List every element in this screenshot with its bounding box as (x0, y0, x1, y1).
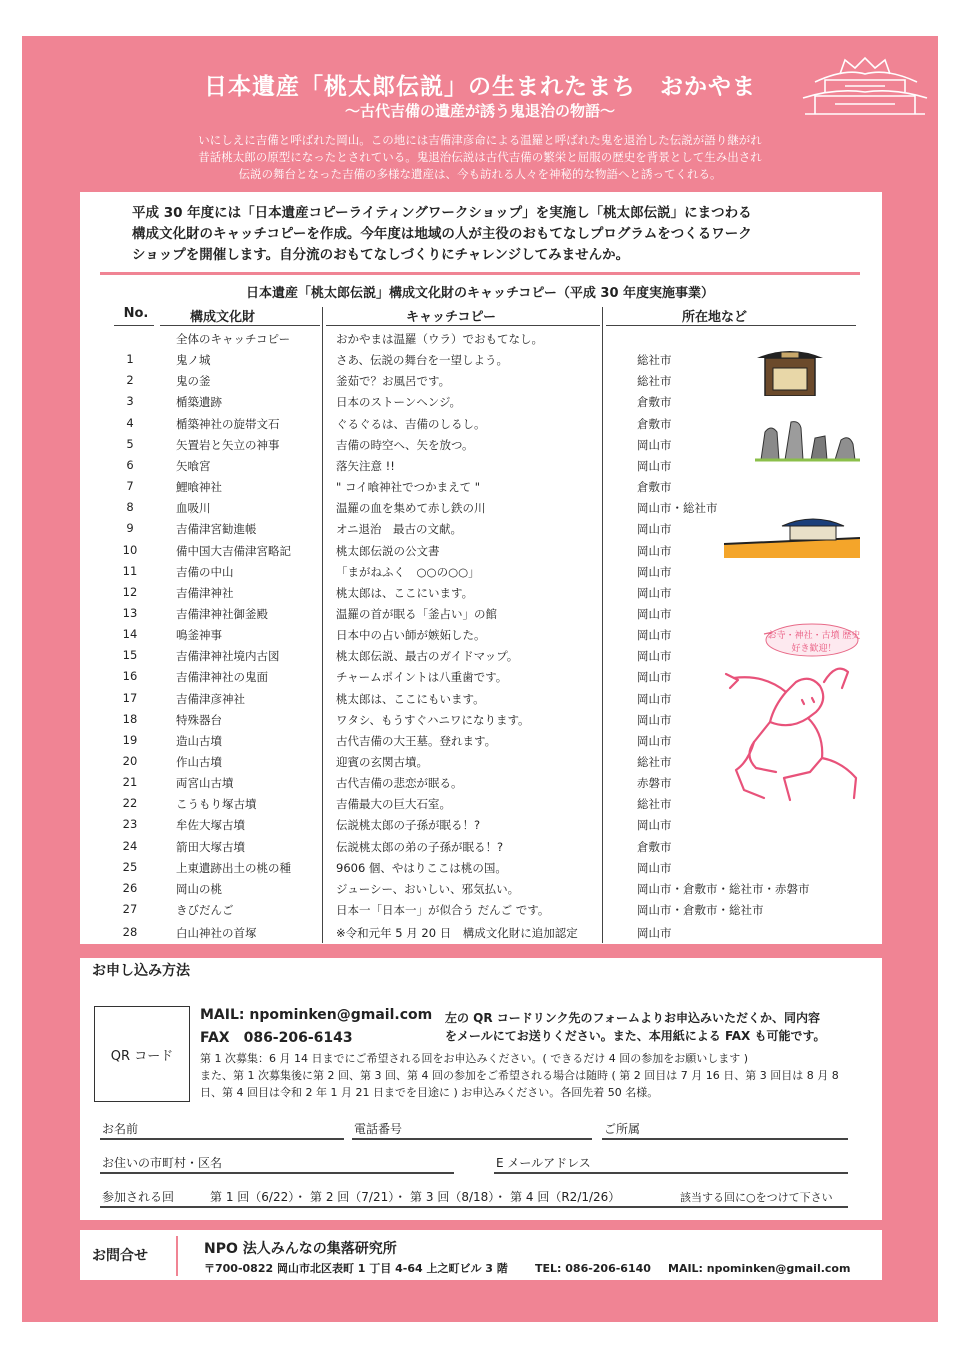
cell-name: 備中国大吉備津宮略記 (176, 543, 291, 558)
field-phone-label: 電話番号 (354, 1122, 403, 1136)
cell-no: 13 (122, 605, 138, 620)
cell-copy: 釜茹で？お風呂です。 (336, 374, 451, 389)
field-attend-label: 参加される回 (102, 1190, 175, 1204)
cell-location: 岡山市 (637, 606, 672, 621)
cell-copy: 古代吉備の大王墓。登れます。 (336, 733, 497, 748)
cell-location: 倉敷市 (637, 416, 672, 431)
cell-location: 岡山市 (637, 860, 672, 875)
cell-location: 岡山市 (637, 649, 672, 664)
cell-copy: ぐるぐるは、吉備のしるし。 (336, 416, 486, 431)
cell-location: 岡山市 (637, 712, 672, 727)
field-affiliation-label: ご所属 (604, 1122, 641, 1136)
cell-location: 岡山市 (637, 670, 672, 685)
field-city-line[interactable] (100, 1172, 454, 1174)
cell-copy: 桃太郎は、ここにいます。 (336, 585, 474, 600)
cell-name: 吉備津神社の鬼面 (176, 670, 268, 685)
field-affiliation-line[interactable] (602, 1138, 848, 1140)
cell-copy: 伝説桃太郎の子孫が眠る！? (336, 818, 481, 833)
rounds-note (200, 1050, 839, 1101)
page-subtitle: 〜古代吉備の遺産が誘う鬼退治の物語〜 (344, 102, 615, 120)
cell-copy: 日本のストーンヘンジ。 (336, 395, 462, 410)
cell-no: 22 (122, 796, 138, 811)
qr-label: QR コード (110, 1048, 174, 1064)
table-title: 日本遺産「桃太郎伝説」構成文化財のキャッチコピー（平成 30 年度実施事業） (245, 286, 715, 301)
cell-no: 24 (122, 838, 138, 853)
cell-copy: 日本中の占い師が嫉妬した。 (336, 628, 486, 643)
intro-line: 昔話桃太郎の原型になったとされている。鬼退治伝説は古代吉備の繁栄と屈服の歴史を背景として生み出され (198, 150, 762, 164)
cell-copy: 迎賓の玄関古墳。 (336, 755, 428, 769)
table-row (0, 902, 960, 923)
col-header-copy: キャッチコピー (406, 310, 496, 325)
cell-copy: ジューシー、おいしい、邪気払い。 (336, 881, 520, 896)
cell-copy: オニ退治 最古の文献。 (336, 522, 463, 537)
table-row (0, 564, 960, 585)
cell-location: 岡山市 (637, 522, 672, 537)
contact-divider (176, 1236, 178, 1276)
field-email-label: E メールアドレス (496, 1156, 591, 1170)
contact-address: 〒700-0822 岡山市北区表町 1 丁目 4-64 上之町ビル 3 階 (204, 1262, 508, 1275)
cell-name: こうもり塚古墳 (176, 797, 257, 812)
rounds-note-line: 日、第 4 回目は令和 2 年 1 月 21 日までを目途に ) お申込みください。各回先着 50 名様。 (200, 1086, 659, 1099)
cell-location: 赤磐市 (637, 776, 672, 791)
apply-note-line: 左の QR コードリンク先のフォームよりお申込みいただくか、同内容 (445, 1011, 820, 1025)
cell-name: 鬼の釜 (176, 374, 211, 389)
contact-org: NPO 法人みんなの集落研究所 (204, 1241, 397, 1257)
header-underline (326, 325, 600, 326)
table-row (0, 479, 960, 500)
cell-location: 総社市 (637, 797, 672, 812)
cell-location: 岡山市・倉敷市・総社市・赤磐市 (637, 881, 810, 896)
col-header-name: 構成文化財 (190, 310, 256, 325)
cell-copy: 落矢注意 !! (336, 458, 395, 473)
cell-copy: 古代吉備の悲恋が眠る。 (336, 776, 463, 791)
rounds-note-line: また、第 1 次募集後に第 2 回、第 3 回、第 4 回の参加をご希望される場合は随時 ( 第 2 回目は 7 月 16 日、第 3 回目は 8 月 8 (200, 1069, 839, 1082)
cell-name: 鬼ノ城 (176, 353, 211, 368)
cell-location: 岡山市 (637, 437, 672, 452)
cell-location: 岡山市 (637, 564, 672, 579)
cell-name: きびだんご (176, 903, 234, 918)
cell-name: 上東遺跡出土の桃の種 (176, 860, 291, 875)
table-row (0, 860, 960, 881)
cell-copy: 日本一「日本一」が似合う だんご です。 (336, 903, 550, 918)
cell-name: 牟佐大塚古墳 (176, 818, 245, 833)
table-row (0, 925, 960, 946)
cell-name: 矢置岩と矢立の神事 (176, 437, 280, 452)
field-attend-line (100, 1206, 848, 1208)
contact-mail[interactable]: MAIL: npominken@gmail.com (668, 1262, 851, 1275)
cell-copy: 吉備最大の巨大石室。 (336, 797, 451, 812)
cell-location: 総社市 (637, 374, 672, 389)
cell-no: 20 (122, 754, 138, 768)
rounds-options[interactable]: 第 1 回（6/22）・ 第 2 回（7/21）・ 第 3 回（8/18）・ 第 4 回（R2/1/26） (210, 1190, 621, 1204)
cell-no: 4 (126, 415, 134, 430)
cell-copy: " コイ喰神社でつかまえて " (336, 480, 481, 495)
apply-mail[interactable]: MAIL: npominken@gmail.com (200, 1007, 433, 1023)
cell-name: 作山古墳 (176, 755, 222, 769)
header-underline (160, 325, 320, 326)
cell-no: 7 (126, 479, 134, 494)
cell-location: 倉敷市 (637, 395, 672, 410)
cell-no: 26 (122, 880, 138, 895)
contact-label: お問合せ (92, 1248, 148, 1264)
cell-name: 吉備津彦神社 (176, 691, 245, 706)
cell-copy: 温羅の首が眠る「釜占い」の館 (336, 606, 497, 621)
gate-icon (755, 344, 825, 396)
cell-no: 8 (126, 500, 134, 515)
intro-line: 伝説の舞台となった吉備の多様な遺産は、今も訪れる人々を神秘的な物語へと誘ってくれる。 (238, 167, 722, 181)
cell-no: 6 (126, 457, 134, 472)
cell-copy: 伝説桃太郎の弟の子孫が眠る！? (336, 839, 504, 854)
cell-name: 造山古墳 (176, 733, 222, 748)
table-row (0, 585, 960, 606)
cell-name: 鳴釜神事 (176, 628, 222, 643)
cell-copy: おかやまは温羅（ウラ）でおもてなし。 (336, 332, 543, 346)
cell-no: 10 (122, 542, 138, 557)
cell-name: 全体のキャッチコピー (176, 332, 291, 346)
cell-name: 楯築遺跡 (176, 395, 222, 410)
cell-copy: 桃太郎伝説、最古のガイドマップ。 (336, 649, 519, 664)
standing-stones-icon (755, 420, 860, 462)
intro-line: いにしえに吉備と呼ばれた岡山。この地には吉備津彦命による温羅と呼ばれた鬼を退治した伝説が語り継がれ (198, 133, 762, 147)
cell-location: 総社市 (637, 755, 672, 769)
cell-no: 1 (126, 352, 134, 367)
field-email-line[interactable] (494, 1172, 848, 1174)
table-row (0, 839, 960, 860)
cell-no: 2 (126, 373, 134, 388)
cell-copy: さあ、伝説の舞台を一望しよう。 (336, 353, 509, 368)
table-row (0, 881, 960, 902)
cell-name: 矢喰宮 (176, 458, 211, 473)
cell-name: 吉備津神社 (176, 585, 234, 600)
cell-no: 23 (122, 817, 138, 832)
cell-name: 両宮山古墳 (176, 776, 234, 791)
cell-location: 倉敷市 (637, 839, 672, 854)
header-underline (114, 325, 154, 326)
cell-copy: 吉備の時空へ、矢を放つ。 (336, 437, 474, 452)
cell-copy: 9606 個、やはりここは桃の国。 (336, 860, 507, 875)
cell-no: 16 (122, 669, 138, 684)
cell-copy: 「まがねふく ○○の○○」 (336, 564, 480, 579)
cell-name: 吉備津神社御釜殿 (176, 606, 268, 621)
divider (100, 272, 860, 275)
cell-location: 岡山市 (637, 585, 672, 600)
cell-location: 岡山市・総社市 (637, 501, 718, 516)
field-phone-line[interactable] (352, 1138, 592, 1140)
cell-copy: ※令和元年 5 月 20 日 構成文化財に追加認定 (336, 926, 578, 941)
apply-note-line: をメールにてお送りください。また、本用紙による FAX も可能です。 (445, 1029, 826, 1043)
intro-text (90, 132, 870, 183)
col-header-no: No. (123, 306, 149, 321)
cell-name: 吉備津神社境内古図 (176, 649, 280, 664)
cell-no: 3 (126, 394, 134, 409)
lead-line: 構成文化財のキャッチコピーを作成。今年度は地域の人が主役のおもてなしプログラムをつくるワーク (132, 226, 752, 242)
cell-location: 総社市 (637, 353, 672, 368)
cell-no: 11 (122, 563, 138, 578)
cell-no: 9 (126, 521, 134, 536)
cell-copy: ワタシ、もうすぐハニワになります。 (336, 712, 530, 727)
field-city-label: お住いの市町村・区名 (102, 1156, 223, 1170)
header-underline (606, 325, 856, 326)
qr-code[interactable] (94, 1006, 190, 1102)
cell-no: 5 (126, 436, 134, 451)
field-name-label: お名前 (102, 1122, 139, 1136)
cell-name: 鯉喰神社 (176, 480, 222, 495)
rounds-note-line: 第 1 次募集：6 月 14 日までにご希望される回をお申込みください。( できるだけ 4 回の参加をお願いします ) (200, 1052, 749, 1065)
cell-location: 岡山市 (637, 628, 672, 643)
table-row (0, 817, 960, 838)
cell-no: 27 (122, 902, 138, 917)
shrine-corridor-icon (724, 514, 860, 558)
cell-copy: 温羅の血を集めて赤し鉄の川 (336, 501, 486, 516)
cell-name: 特殊器台 (176, 712, 222, 727)
cell-name: 楯築神社の旋帯文石 (176, 416, 280, 431)
cell-no: 14 (122, 627, 138, 642)
cell-no: 15 (122, 648, 138, 663)
cell-name: 箭田大塚古墳 (176, 839, 245, 854)
cell-copy: 桃太郎は、ここにもいます。 (336, 691, 485, 706)
rounds-hint: 該当する回に○をつけて下さい (680, 1191, 833, 1204)
apply-fax: FAX 086-206-6143 (200, 1030, 353, 1046)
col-header-location: 所在地など (682, 310, 748, 325)
cell-copy: チャームポイントは八重歯です。 (336, 670, 508, 685)
cell-location: 岡山市 (637, 733, 672, 748)
cell-name: 吉備津宮勧進帳 (176, 522, 257, 537)
cell-no: 17 (122, 690, 138, 705)
cell-no: 18 (122, 711, 138, 726)
cell-name: 岡山の桃 (176, 881, 222, 896)
cell-copy: 桃太郎伝説の公文書 (336, 543, 440, 558)
lead-line: 平成 30 年度には「日本遺産コピーライティングワークショップ」を実施し「桃太郎伝説」にまつわる (132, 205, 752, 221)
cell-name: 白山神社の首塚 (176, 926, 257, 941)
cell-no: 19 (122, 732, 138, 747)
cell-no: 21 (122, 775, 138, 790)
cell-name: 吉備の中山 (176, 564, 234, 579)
cell-location: 岡山市 (637, 926, 672, 941)
cell-name: 血吸川 (176, 501, 211, 516)
table-row (0, 394, 960, 415)
cell-no: 25 (122, 859, 138, 874)
lead-text (132, 203, 862, 266)
field-name-line[interactable] (100, 1138, 344, 1140)
cell-no: 12 (122, 584, 138, 599)
cell-location: 岡山市 (637, 458, 672, 473)
page-title: 日本遺産「桃太郎伝説」の生まれたまち おかやま (204, 74, 756, 100)
cell-location: 岡山市・倉敷市・総社市 (637, 903, 764, 918)
apply-title: お申し込み方法 (92, 963, 190, 979)
lead-line: ショップを開催します。自分流のおもてなしづくりにチャレンジしてみませんか。 (132, 247, 630, 263)
contact-tel[interactable]: TEL: 086-206-6140 (535, 1262, 651, 1275)
castle-icon (795, 52, 935, 122)
cell-location: 岡山市 (637, 543, 672, 558)
apply-note (445, 1009, 826, 1045)
illustration-caption: お寺・神社・古墳 歴史好き歓迎！ (767, 631, 861, 654)
cell-location: 岡山市 (637, 691, 672, 706)
cell-location: 倉敷市 (637, 480, 672, 495)
cell-location: 岡山市 (637, 818, 672, 833)
cell-no: 28 (122, 925, 138, 940)
